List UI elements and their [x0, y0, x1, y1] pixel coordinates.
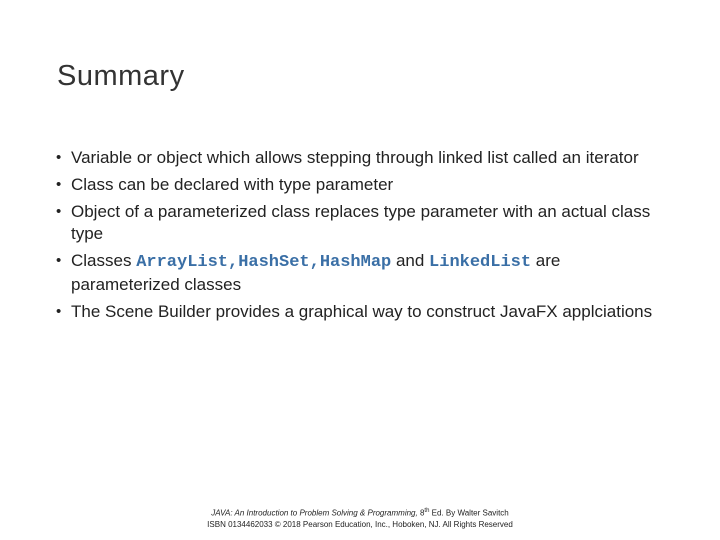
slide-title: Summary: [57, 60, 185, 92]
bullet-marker: •: [56, 203, 62, 220]
bullet-marker: •: [56, 149, 62, 166]
bullet-text: Object of a parameterized class replaces type parameter with an actual class type: [71, 202, 651, 243]
bullet-item: [56, 301, 666, 323]
bullet-item: [56, 250, 666, 296]
footer-author: Ed. By Walter Savitch: [431, 508, 509, 518]
bullet-marker: •: [56, 252, 62, 269]
code-class-names: ArrayList,HashSet,HashMap: [136, 253, 392, 272]
bullet-marker: •: [56, 176, 62, 193]
bullet-item: [56, 147, 666, 169]
bullet-text: Variable or object which allows stepping through linked list called an iterator: [71, 148, 639, 167]
bullet-text: are parameterized classes: [71, 251, 561, 294]
bullet-item: [56, 201, 666, 245]
footer-book-title: JAVA: An Introduction to Problem Solving & Programming,: [211, 508, 418, 518]
bullet-text: Class can be declared with type parameter: [71, 175, 394, 194]
bullet-text: The Scene Builder provides a graphical way to construct JavaFX applciations: [71, 302, 653, 321]
footer-edition-suffix: th: [424, 508, 430, 514]
footer-copyright: ISBN 0134462033 © 2018 Pearson Education, Inc., Hoboken, NJ. All Rights Reserved: [207, 520, 513, 529]
bullet-marker: •: [56, 303, 62, 320]
bullet-item: [56, 174, 666, 196]
bullet-list: [56, 147, 666, 328]
code-linkedlist: LinkedList: [429, 253, 532, 272]
bullet-text: Classes: [71, 251, 137, 270]
footer-edition-number: 8: [419, 508, 425, 518]
bullet-text: and: [391, 251, 430, 270]
